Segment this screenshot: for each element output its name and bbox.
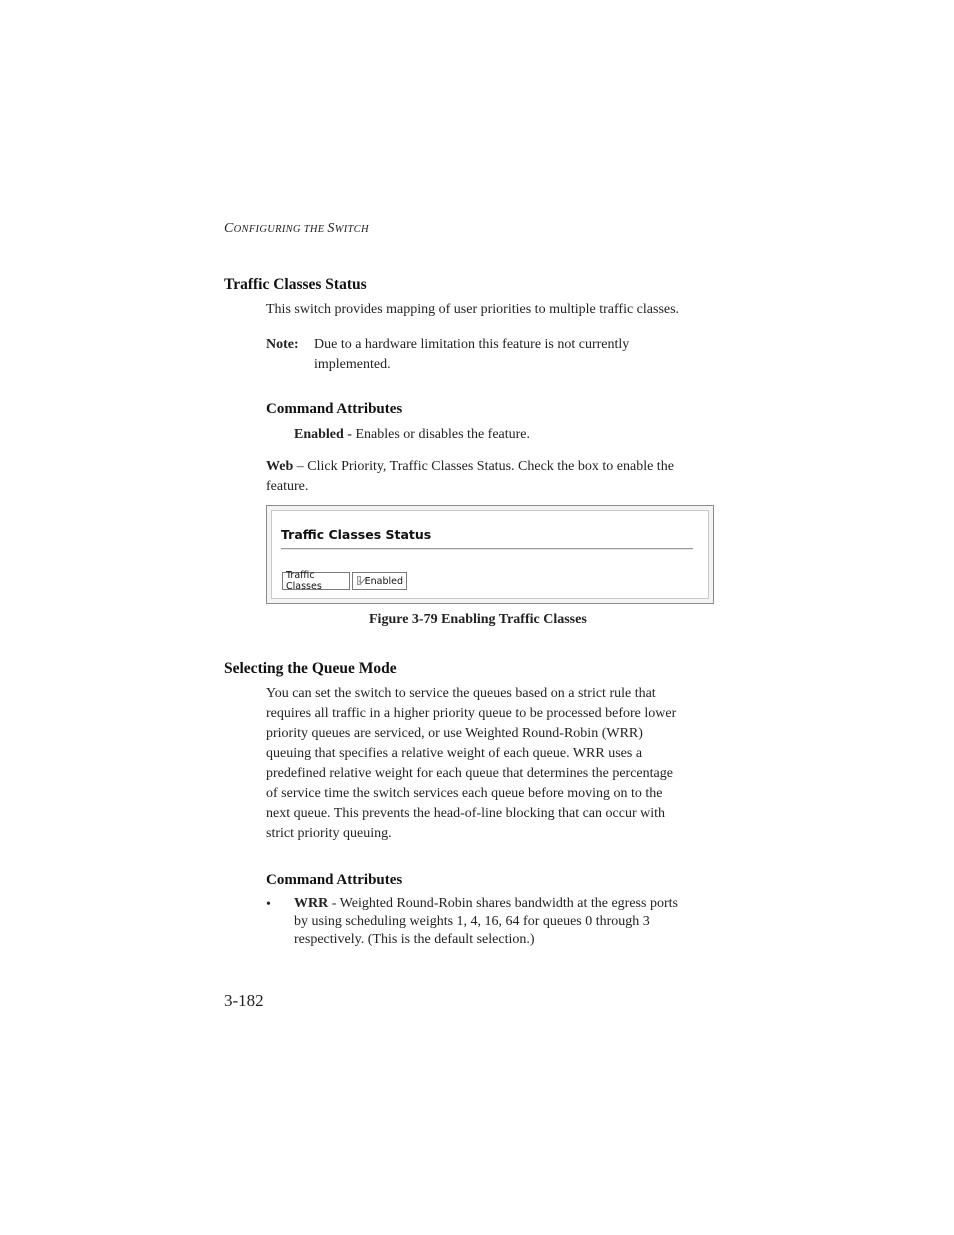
web-instruction-line-1: Web – Click Priority, Traffic Classes Status. Check the box to enable the: [266, 459, 674, 474]
queue-mode-paragraph: [266, 684, 676, 844]
figure-panel-title: Traffic Classes Status: [281, 527, 432, 542]
command-attributes-heading-2: Command Attributes: [266, 872, 403, 888]
para-line: You can set the switch to service the queues based on a strict rule that: [266, 686, 656, 701]
attribute-description: Enables or disables the feature.: [351, 427, 531, 442]
para-line: predefined relative weight for each queue that determines the percentage: [266, 766, 673, 781]
note-line-2: implemented.: [314, 357, 391, 372]
command-attributes-heading-1: Command Attributes: [266, 401, 403, 417]
bullet-wrr: WRR - Weighted Round-Robin shares bandwidth at the egress ports by using scheduling weights 1, 4, 16, 64 for queues 0 through 3 respectively. (This is the default selection.): [294, 896, 678, 947]
section-title-traffic-classes: Traffic Classes Status: [224, 276, 367, 293]
figure-screenshot: [266, 505, 714, 604]
note-label: Note:: [266, 337, 299, 352]
para-line: requires all traffic in a higher priority queue to be processed before lower: [266, 706, 677, 721]
enabled-label: Enabled: [364, 575, 403, 587]
para-line: of service time the switch services each queue before moving on to the: [266, 786, 663, 801]
intro-paragraph: This switch provides mapping of user priorities to multiple traffic classes.: [266, 302, 680, 317]
para-line: priority queues are serviced, or use Weighted Round-Robin (WRR): [266, 726, 643, 741]
bullet-symbol: •: [266, 897, 271, 912]
note: [266, 335, 299, 355]
note-line-1: Due to a hardware limitation this feature is not currently: [314, 337, 630, 352]
page-number: 3-182: [224, 991, 264, 1010]
enabled-checkbox[interactable]: [357, 576, 361, 585]
bullet-line: respectively. (This is the default selection.): [294, 932, 535, 947]
web-label: Web: [266, 459, 294, 474]
running-head: CONFIGURING THE SWITCH: [224, 221, 369, 236]
figure-panel: [271, 510, 709, 599]
para-line: next queue. This prevents the head-of-line blocking that can occur with: [266, 806, 665, 821]
para-line: queuing that specifies a relative weight of each queue. WRR uses a: [266, 746, 643, 761]
attribute-name: Enabled -: [294, 427, 352, 442]
traffic-classes-label: Traffic Classes: [282, 572, 350, 590]
attribute-enabled: [294, 425, 530, 445]
traffic-classes-row: [282, 572, 407, 590]
section-title-queue-mode: Selecting the Queue Mode: [224, 660, 397, 677]
bullet-line: by using scheduling weights 1, 4, 16, 64 for queues 0 through 3: [294, 914, 650, 929]
para-line: strict priority queuing.: [266, 826, 392, 841]
bullet-term: WRR: [294, 896, 329, 911]
figure-divider: [281, 548, 693, 550]
figure-caption: Figure 3-79 Enabling Traffic Classes: [369, 612, 587, 627]
enabled-cell[interactable]: [352, 572, 407, 590]
web-instruction-line-2: feature.: [266, 479, 309, 494]
